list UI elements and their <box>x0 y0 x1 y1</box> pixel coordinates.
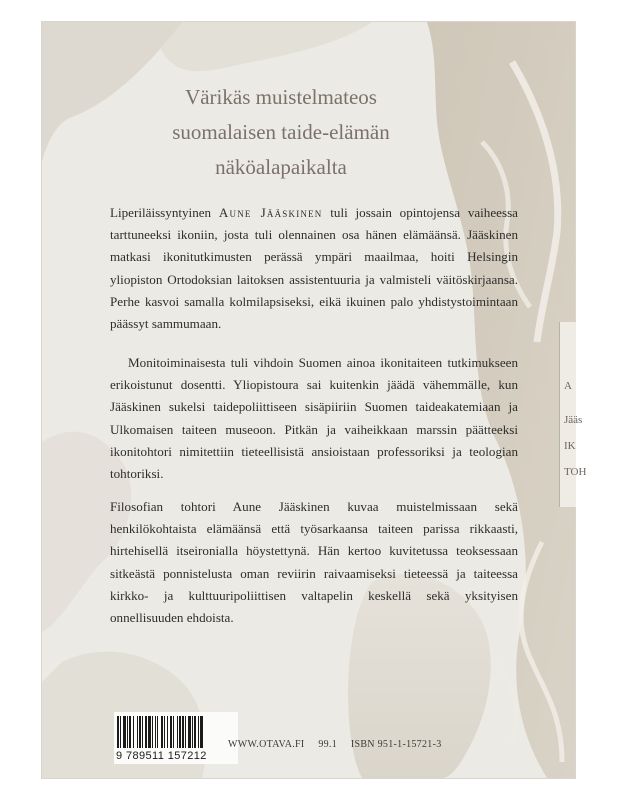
barcode-digits: 9 789511 157212 <box>116 750 207 762</box>
edge-text-1: A <box>564 380 572 392</box>
publisher-website: WWW.OTAVA.FI <box>228 739 305 750</box>
headline-line-1: Värikäs muistelmateos <box>185 85 377 109</box>
headline-line-2: suomalaisen taide-elämän <box>172 120 390 144</box>
description-paragraph-1 <box>110 202 518 335</box>
edge-text-2: Jääs <box>564 414 583 426</box>
description-paragraph-3 <box>110 496 518 629</box>
headline-line-3: näköalapaikalta <box>215 155 347 179</box>
publisher-footer <box>228 739 453 750</box>
edge-text-4: TOH <box>564 466 587 478</box>
paragraph-1-intro: Liperiläissyntyinen <box>110 205 219 220</box>
isbn: ISBN 951-1-15721-3 <box>350 739 442 750</box>
barcode <box>114 712 238 764</box>
back-cover <box>42 22 587 778</box>
edge-text-3: IK <box>564 440 576 452</box>
description-paragraph-2 <box>110 352 518 485</box>
paragraph-3-text: Filosofian tohtori Aune Jääskinen kuvaa muistelmissaan sekä henkilökohtaista elämäänsä että työsarkaansa taiteen parissa rikkaasti, hirtehisellä itseironialla höystettynä. Hän kertoo kuvitetussa teoksessaan sitkeästä ponnistelusta oman reviirin raivaamiseksi tieteessä ja taiteessa kirkko- ja kulttuuripoliittisen valtapelin keskellä sekä yksityisen onnellisuuden ehdoista. <box>110 499 518 626</box>
paragraph-2-text: Monitoiminaisesta tuli vihdoin Suomen ainoa ikonitaiteen tutkimukseen erikoistunut dosentti. Yliopistoura sai kuitenkin jäädä vähemmälle, kun Jääskinen sukelsi taidepoliittiseen sisäpiiriin Suomen taideakatemiaan ja Ulkomaisen taiteen museoon. Pitkän ja vaiheikkaan marssin päätteeksi ikonitohtori nimitettiin tieteellisistä ansioistaan professoriksi ja teologian tohtoriksi. <box>110 355 518 482</box>
barcode-bars <box>117 716 235 750</box>
front-cover-edge <box>559 322 587 507</box>
paragraph-1-text: tuli jossain opintojensa vaiheessa tarttuneeksi ikoniin, josta tuli olennainen osa hänen elämäänsä. Jääskinen matkasi ikonitutkimusten perässä ympäri maailmaa, hoiti Helsingin yliopiston Ortodoksian laitoksen assistentuuria ja valmisteli väitöskirjaansa. Perhe kasvoi samalla kolmilapsiseksi, eikä ikuinen palo yhdistystoimintaan päässyt sammumaan. <box>110 205 518 332</box>
class-code: 99.1 <box>318 739 338 750</box>
author-name: Aune Jääskinen <box>218 205 323 220</box>
headline <box>42 80 520 185</box>
